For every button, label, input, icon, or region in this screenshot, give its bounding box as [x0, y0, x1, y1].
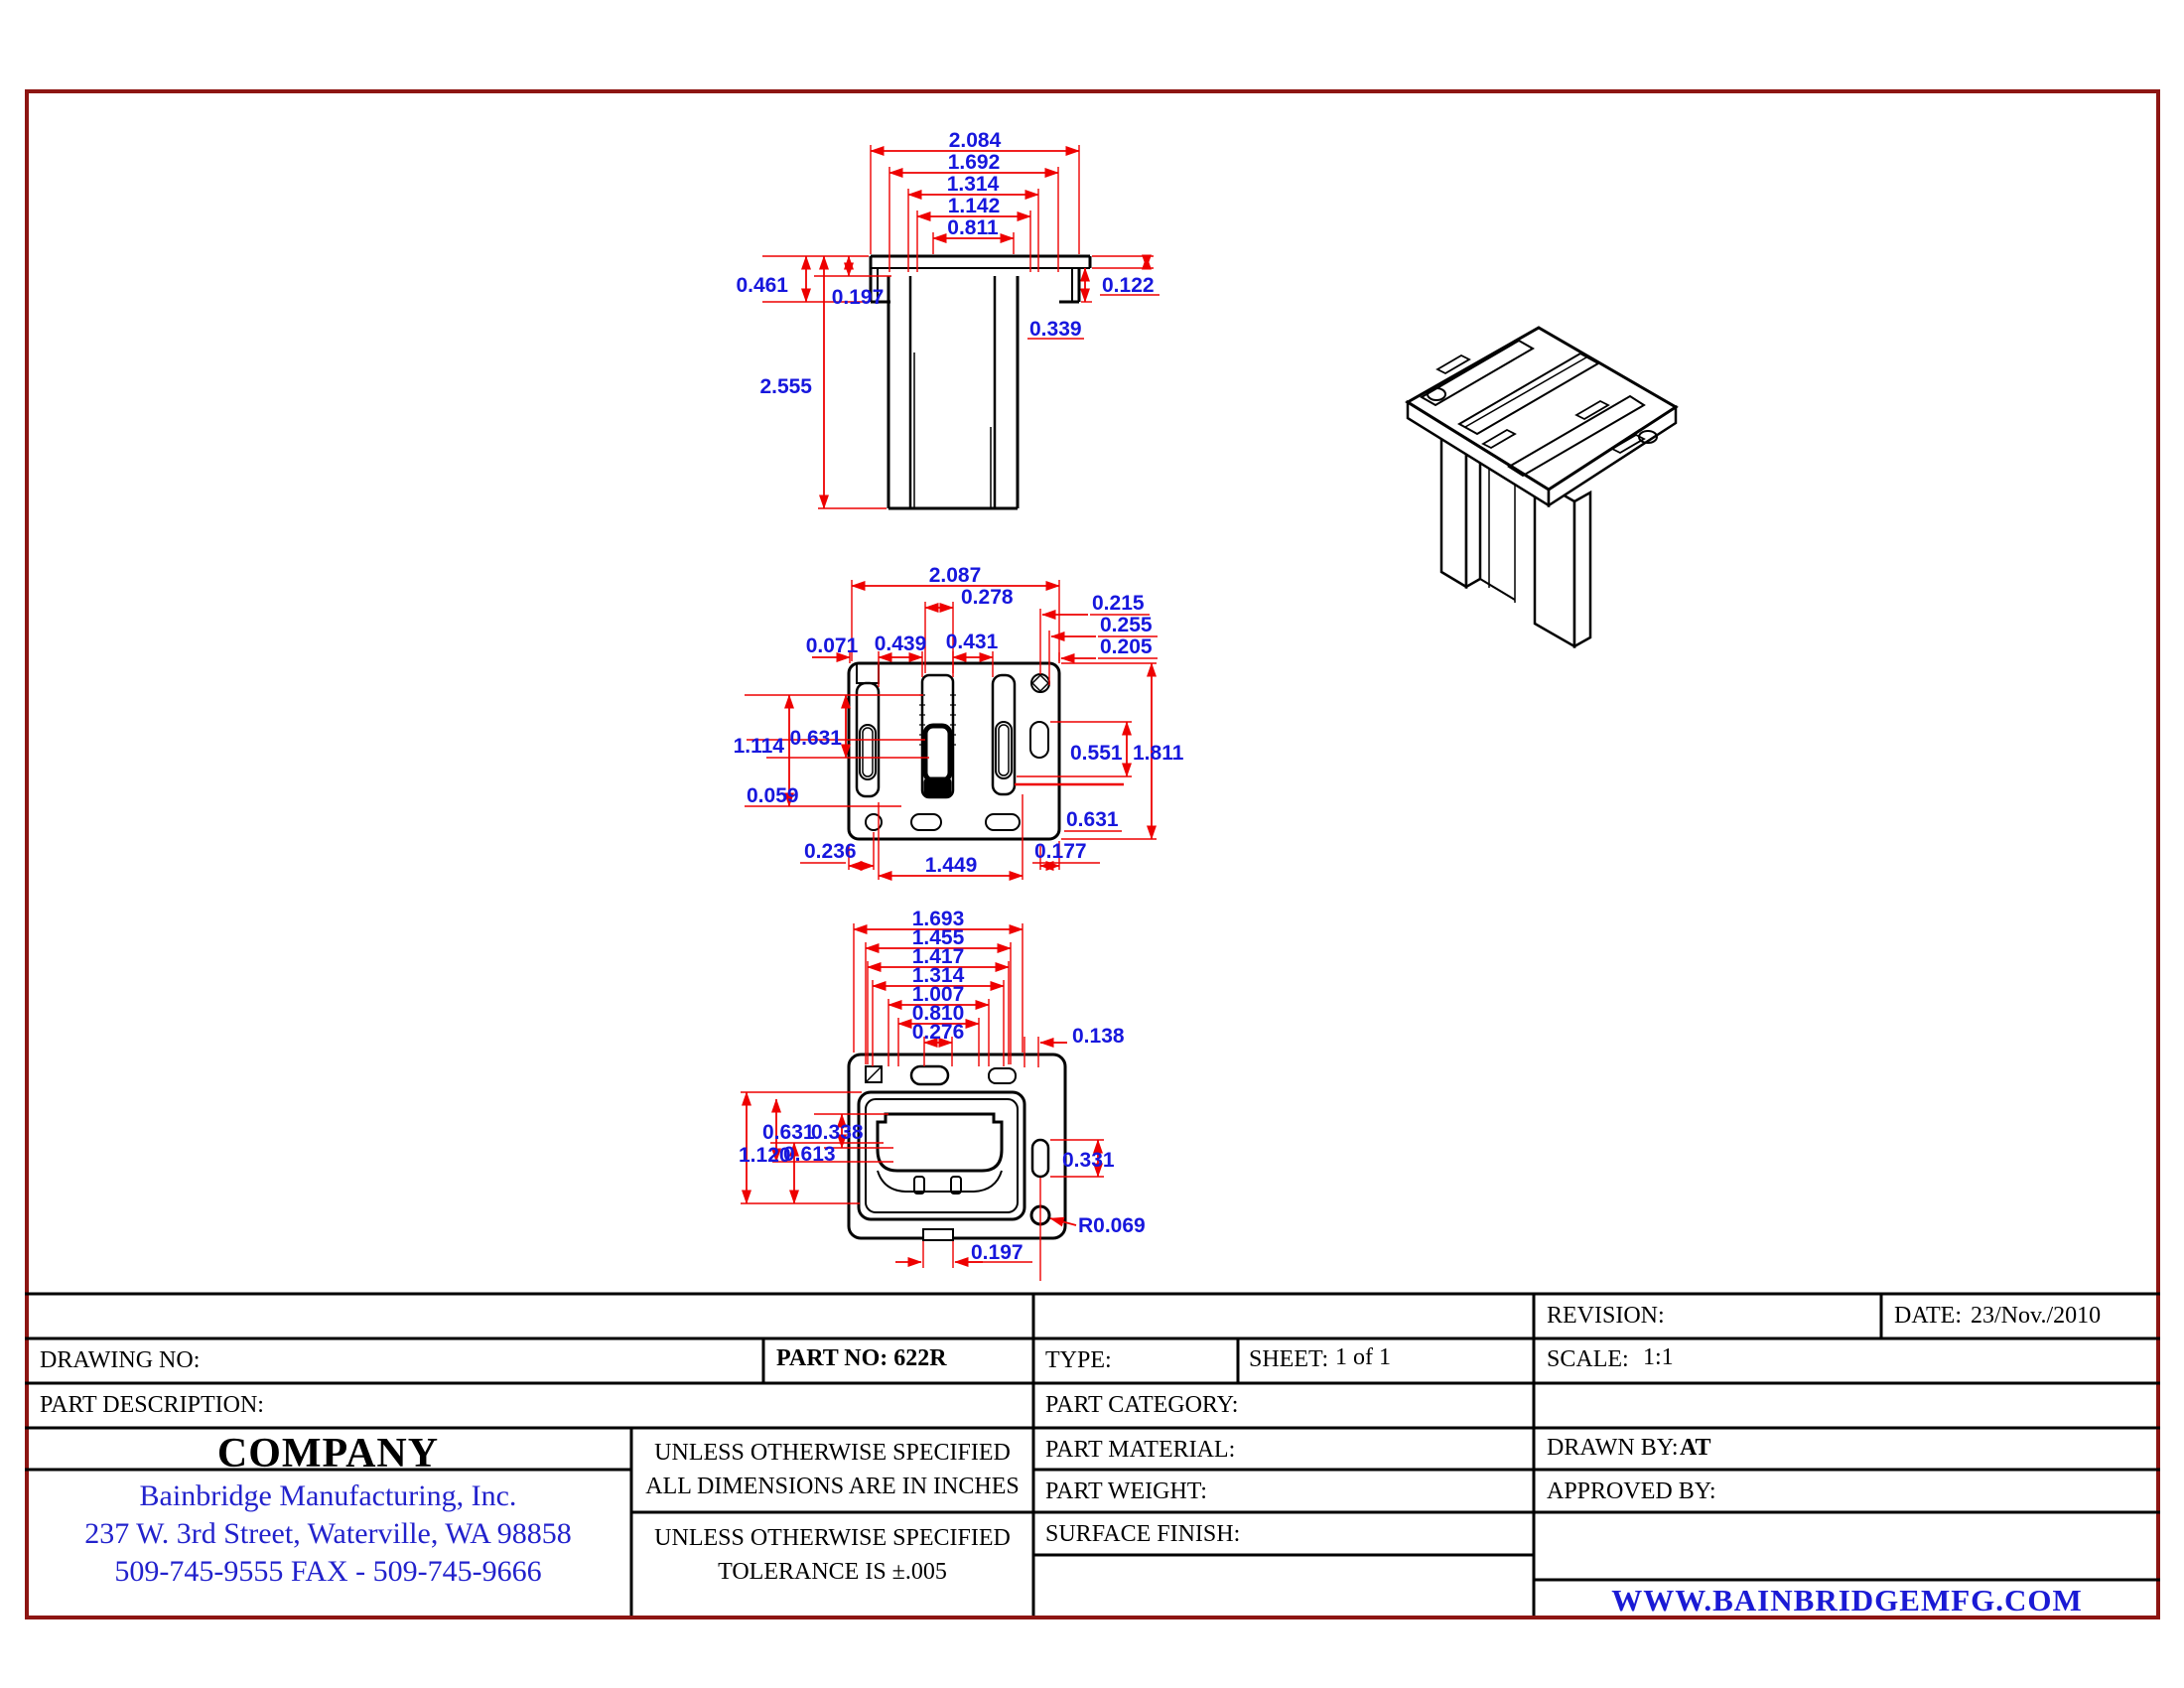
approved-by-label: APPROVED BY: — [1547, 1478, 1716, 1504]
dim-front-total-height: 2.555 — [759, 375, 812, 398]
dim-bottom-w3: 1.417 — [911, 945, 965, 968]
dim-plan-g: 0.431 — [945, 631, 999, 653]
tolerance-note — [631, 1521, 1033, 1589]
units-note-line1: UNLESS OTHERWISE SPECIFIED — [654, 1440, 1011, 1466]
units-note-line2: ALL DIMENSIONS ARE IN INCHES — [645, 1474, 1020, 1499]
dim-front-w5: 0.811 — [947, 216, 999, 239]
sheet-value: 1 of 1 — [1335, 1344, 1391, 1370]
dim-bottom-notch: 0.197 — [971, 1241, 1024, 1264]
dim-front-flange-height: 0.461 — [736, 274, 788, 297]
dim-front-step: 0.339 — [1029, 318, 1082, 341]
dim-bottom-l2: 0.338 — [811, 1121, 864, 1144]
tolerance-note-line2: TOLERANCE IS ±.005 — [718, 1559, 947, 1585]
plan-view — [734, 564, 1184, 880]
dim-plan-a: 0.278 — [961, 586, 1014, 609]
surface-finish-label: SURFACE FINISH: — [1045, 1521, 1241, 1547]
drawn-by-label: DRAWN BY: — [1547, 1435, 1679, 1461]
dim-plan-right2: 1.811 — [1133, 742, 1184, 765]
revision-label: REVISION: — [1547, 1303, 1665, 1329]
dim-front-w3: 1.314 — [946, 173, 1000, 196]
dim-bottom-w1: 1.693 — [911, 908, 965, 930]
drawn-by-value: AT — [1680, 1435, 1711, 1461]
part-no — [776, 1345, 947, 1372]
part-no-value: 622R — [893, 1345, 947, 1371]
dim-plan-left1: 1.114 — [733, 735, 784, 758]
dim-bottom-w5: 1.007 — [911, 983, 965, 1006]
company-phone: 509-745-9555 FAX - 509-745-9666 — [114, 1555, 542, 1588]
dim-plan-bot1: 0.236 — [804, 840, 857, 863]
part-no-label: PART NO: — [776, 1345, 888, 1371]
dim-front-w4: 1.142 — [947, 195, 1001, 217]
company-street: 237 W. 3rd Street, Waterville, WA 98858 — [84, 1517, 572, 1550]
company-title: COMPANY — [216, 1431, 440, 1477]
scale-value: 1:1 — [1643, 1344, 1674, 1370]
dim-bottom-l1: 0.631 — [762, 1121, 815, 1144]
scale-label: SCALE: — [1547, 1346, 1629, 1372]
date-value: 23/Nov./2010 — [1971, 1303, 2102, 1329]
company-website: WWW.BAINBRIDGEMFG.COM — [1611, 1583, 2083, 1618]
dim-bottom-radius: R0.069 — [1078, 1214, 1146, 1237]
dim-plan-d: 0.205 — [1100, 635, 1153, 658]
dim-plan-right1: 0.551 — [1070, 742, 1123, 765]
dim-bottom-w2: 1.455 — [911, 926, 965, 949]
bottom-view — [739, 908, 1146, 1281]
dim-front-lip-thk: 0.122 — [1102, 274, 1155, 297]
dim-plan-b: 0.215 — [1092, 592, 1145, 615]
part-weight-label: PART WEIGHT: — [1045, 1478, 1207, 1504]
part-category-label: PART CATEGORY: — [1045, 1392, 1239, 1418]
sheet-label: SHEET: — [1249, 1346, 1329, 1372]
dim-bottom-r1: 0.138 — [1072, 1025, 1125, 1048]
dim-plan-bot3: 0.177 — [1034, 840, 1087, 863]
company-address-block — [25, 1477, 631, 1591]
dim-bottom-w6: 0.810 — [911, 1002, 965, 1025]
dim-bottom-w7: 0.276 — [911, 1021, 965, 1044]
dim-plan-e: 0.071 — [805, 634, 859, 657]
dim-front-plate-thk: 0.197 — [831, 286, 885, 309]
dim-plan-bot2: 1.449 — [924, 854, 978, 877]
dim-front-overall-width: 2.084 — [948, 129, 1002, 152]
type-label: TYPE: — [1045, 1347, 1112, 1373]
dim-plan-c: 0.255 — [1100, 614, 1153, 636]
dim-bottom-w4: 1.314 — [911, 964, 965, 987]
date-label: DATE: — [1894, 1303, 1962, 1329]
dim-bottom-l4: 0.613 — [783, 1143, 836, 1166]
drawing-no-label: DRAWING NO: — [40, 1347, 201, 1373]
dim-plan-overall-width: 2.087 — [928, 564, 982, 587]
part-description-label: PART DESCRIPTION: — [40, 1392, 264, 1418]
tolerance-note-line1: UNLESS OTHERWISE SPECIFIED — [654, 1525, 1011, 1551]
isometric-view — [1408, 328, 1676, 646]
dim-bottom-right: 0.331 — [1062, 1149, 1115, 1172]
part-material-label: PART MATERIAL: — [1045, 1437, 1236, 1463]
dim-plan-f: 0.439 — [874, 633, 927, 655]
dim-front-w2: 1.692 — [947, 151, 1001, 174]
dim-plan-right3: 0.631 — [1066, 808, 1119, 831]
units-note — [631, 1436, 1033, 1503]
company-name: Bainbridge Manufacturing, Inc. — [139, 1479, 517, 1512]
front-view — [736, 129, 1160, 508]
dim-plan-left2: 0.631 — [789, 727, 842, 750]
dim-plan-left3: 0.059 — [747, 784, 799, 807]
dim-bottom-l3: 1.120 — [739, 1144, 791, 1167]
